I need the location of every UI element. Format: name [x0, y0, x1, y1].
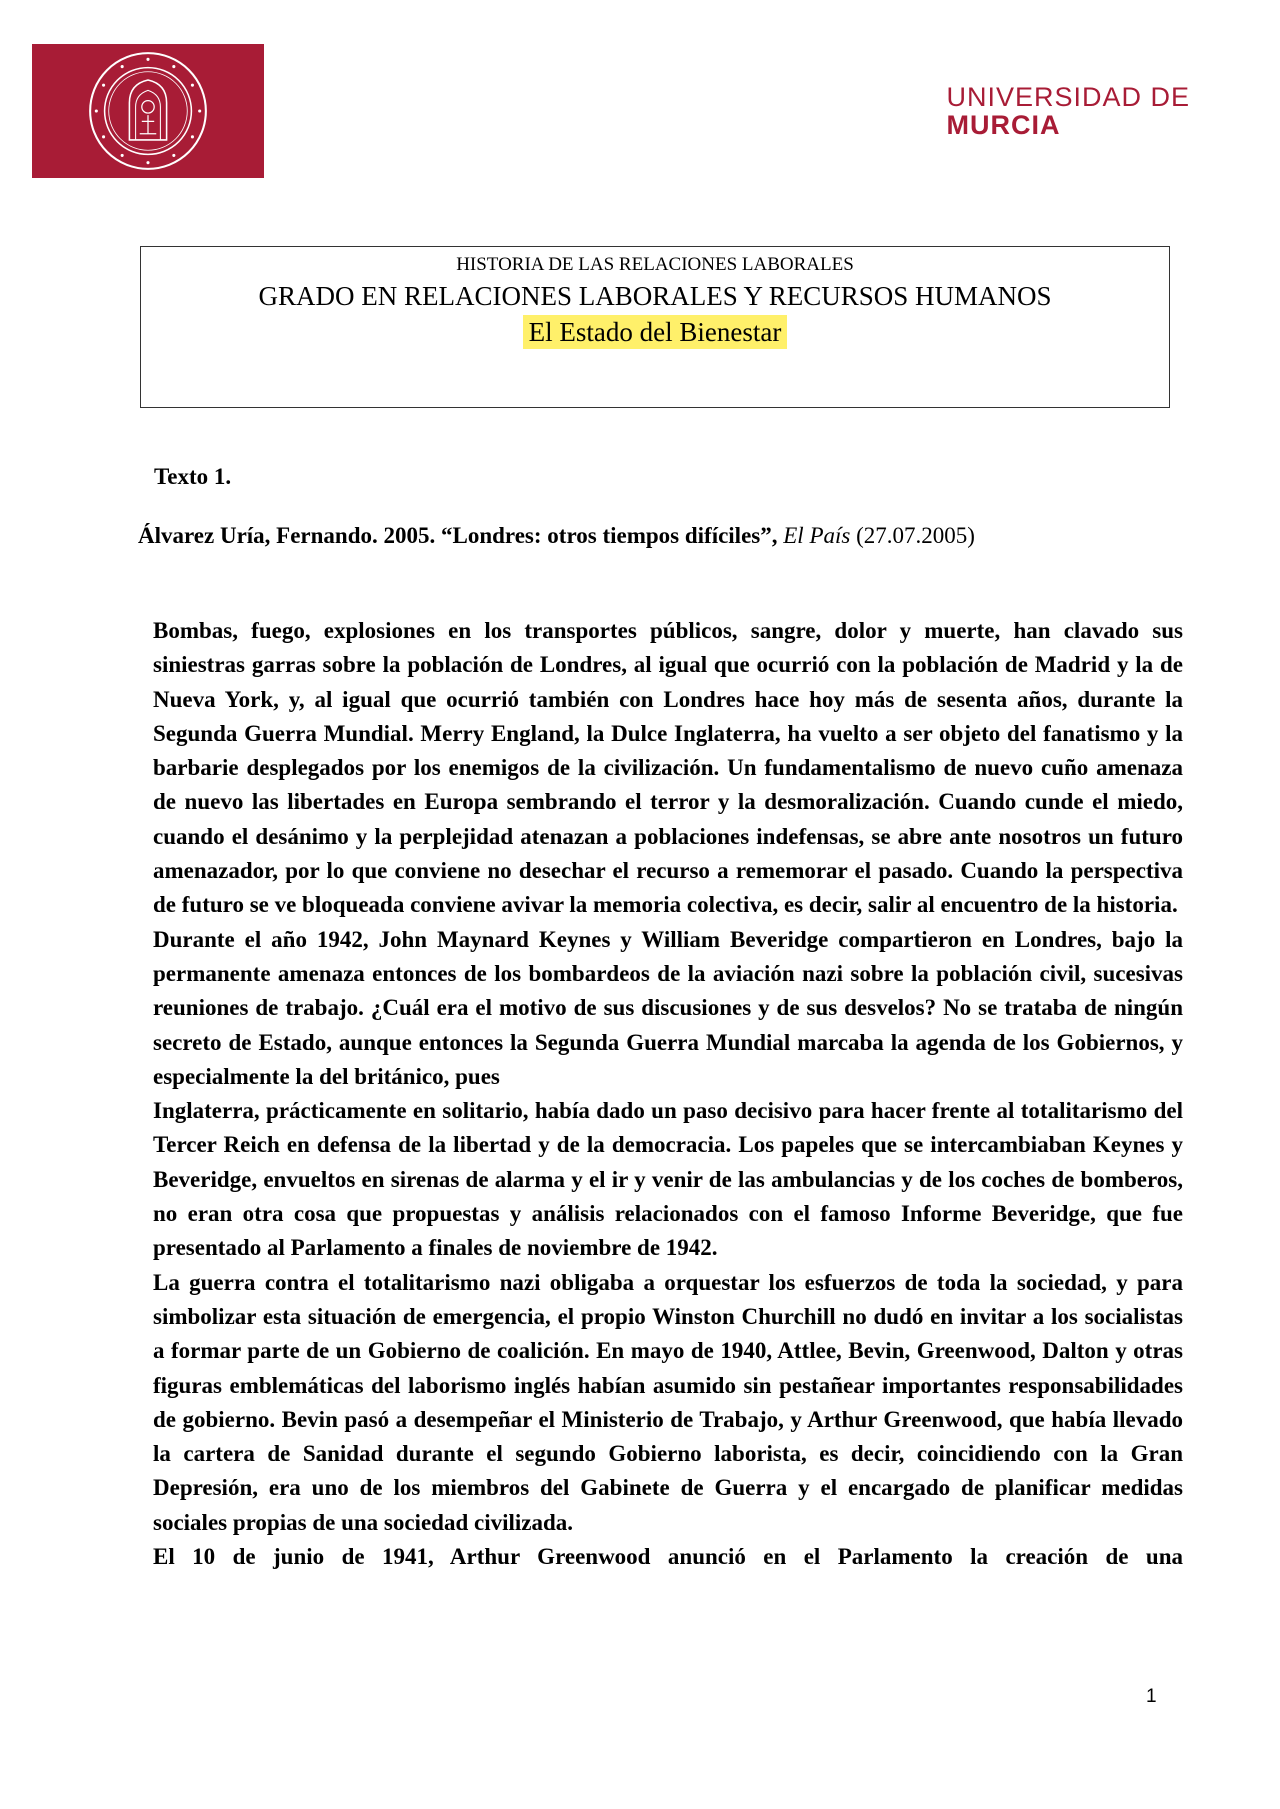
- university-name-line2: MURCIA: [946, 110, 1061, 140]
- paragraph: El 10 de junio de 1941, Arthur Greenwood anunció en el Parlamento la creación de una: [153, 1544, 1183, 1570]
- article-body: [153, 614, 1183, 1574]
- paragraph: Durante el año 1942, John Maynard Keynes y William Beveridge compartieron en Londres, bajo la permanente amenaza entonces de los bombardeos de la aviación nazi sobre la población civil, sucesivas reuniones de trabajo. ¿Cuál era el motivo de sus discusiones y de sus desvelos? No se trataba de ningún secreto de Estado, aunque entonces la Segunda Guerra Mundial marcaba la agenda de los Gobiernos, y especialmente la del británico, pues: [153, 926, 1183, 1089]
- citation-source: El País: [783, 523, 851, 548]
- university-name-line1: UNIVERSIDAD DE: [946, 82, 1190, 112]
- university-logo: [32, 44, 264, 178]
- paragraph: Bombas, fuego, explosiones en los transportes públicos, sangre, dolor y muerte, han clavado sus siniestras garras sobre la población de Londres, al igual que ocurrió con la población de Madrid y la de Nueva York, y, al igual que ocurrió también con Londres hace hoy más de sesenta años, durante la Segunda Guerra Mundial. Merry England, la Dulce Inglaterra, ha vuelto a ser objeto del fanatismo y la barbarie desplegados por los enemigos de la civilización. Un fundamentalismo de nuevo cuño amenaza de nuevo las libertades en Europa sembrando el terror y la desmoralización. Cuando cunde el miedo, cuando el desánimo y la perplejidad atenazan a poblaciones indefensas, se abre ante nosotros un futuro amenazador, por lo que conviene no desechar el recurso a rememorar el pasado. Cuando la perspectiva de futuro se ve bloqueada conviene avivar la memoria colectiva, es decir, salir al encuentro de la historia.: [153, 618, 1183, 918]
- page-number: 1: [1146, 1686, 1157, 1707]
- citation-date: (27.07.2005): [850, 523, 975, 548]
- citation: [138, 523, 975, 549]
- university-name: [946, 83, 1190, 139]
- course-title: HISTORIA DE LAS RELACIONES LABORALES: [456, 254, 854, 275]
- text-number-label: Texto 1.: [154, 464, 232, 489]
- university-seal-icon: [86, 49, 210, 173]
- topic-title: El Estado del Bienestar: [523, 315, 788, 349]
- citation-authors: Álvarez Uría, Fernando. 2005. “Londres: otros tiempos difíciles”,: [138, 523, 784, 548]
- degree-title: GRADO EN RELACIONES LABORALES Y RECURSOS HUMANOS: [258, 281, 1052, 311]
- title-box: [140, 246, 1170, 408]
- paragraph: La guerra contra el totalitarismo nazi obligaba a orquestar los esfuerzos de toda la sociedad, y para simbolizar esta situación de emergencia, el propio Winston Churchill no dudó en invitar a los socialistas a formar parte de un Gobierno de coalición. En mayo de 1940, Attlee, Bevin, Greenwood, Dalton y otras figuras emblemáticas del laborismo inglés habían asumido sin pestañear importantes responsabilidades de gobierno. Bevin pasó a desempeñar el Ministerio de Trabajo, y Arthur Greenwood, que había llevado la cartera de Sanidad durante el segundo Gobierno laborista, es decir, coincidiendo con la Gran Depresión, era uno de los miembros del Gabinete de Guerra y el encargado de planificar medidas sociales propias de una sociedad civilizada.: [153, 1269, 1183, 1535]
- paragraph: Inglaterra, prácticamente en solitario, había dado un paso decisivo para hacer frente al totalitarismo del Tercer Reich en defensa de la libertad y de la democracia. Los papeles que se intercambiaban Keynes y Beveridge, envueltos en sirenas de alarma y el ir y venir de las ambulancias y de los coches de bomberos, no eran otra cosa que propuestas y análisis relacionados con el famoso Informe Beveridge, que fue presentado al Parlamento a finales de noviembre de 1942.: [153, 1098, 1183, 1261]
